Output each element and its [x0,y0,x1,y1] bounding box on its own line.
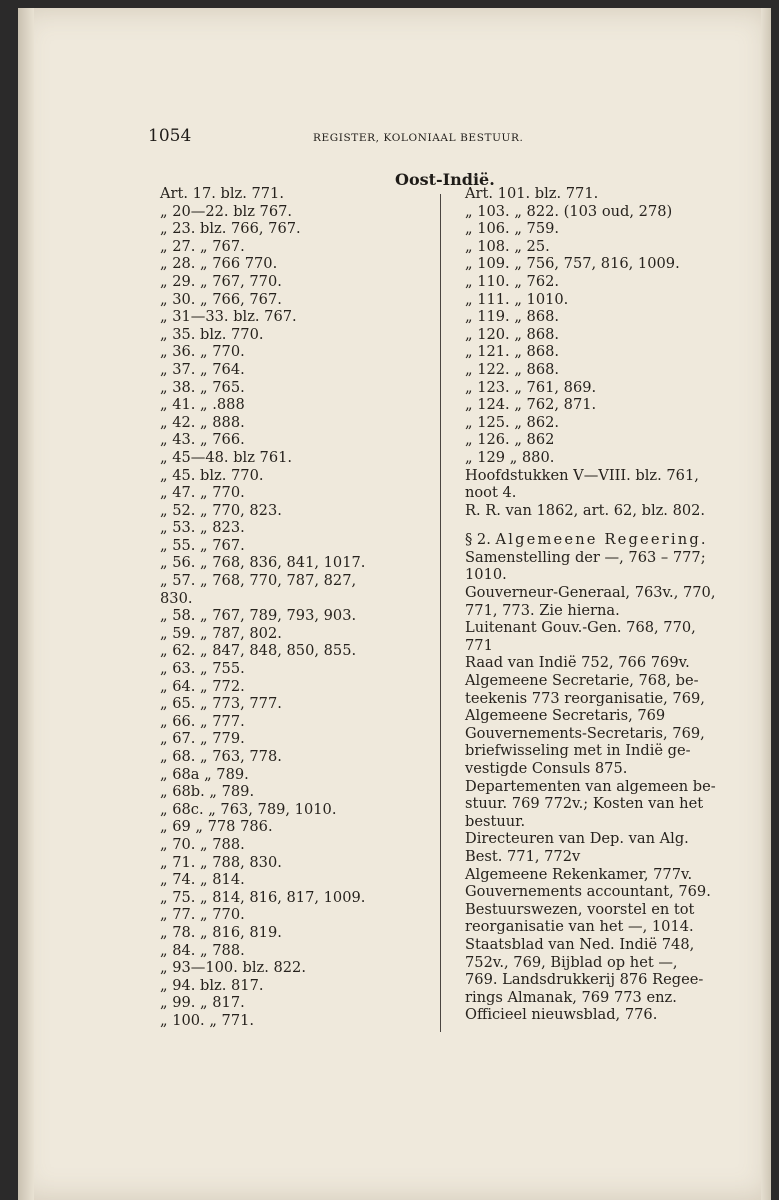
index-entry: „ 68. „ 763, 778. [160,748,282,765]
index-entry: „ 57. „ 768, 770, 787, 827, [160,572,357,590]
index-entry: „ 43. „ 766. [160,431,245,449]
index-entry: „ 38. „ 765. [160,378,245,396]
index-entry: „ 68c. „ 763, 789, 1010. [160,800,337,818]
index-entry: „ 28. „ 766 770. [160,255,278,273]
page-edge [761,8,771,1200]
index-entry: „ 84. „ 788. [160,941,245,959]
section-line: 769. Landsdrukkerij 876 Regee- [465,971,704,989]
index-entry: „ 121. „ 868. [465,343,560,361]
page-gutter [18,8,34,1200]
index-entry: „ 58. „ 767, 789, 793, 903. [160,607,357,625]
section-line: 771 [465,636,493,654]
section-line: rings Almanak, 769 773 enz. [465,988,677,1006]
section-line: Algemeene Rekenkamer, 777v. [465,865,693,883]
index-entry: „ 67. „ 779. [160,730,245,748]
left-column [160,185,440,1030]
index-entry: „ 111. „ 1010. [465,290,569,308]
index-entry: „ 45—48. blz 761. [160,448,293,466]
page-number: 1054 [148,126,192,146]
section-line: reorganisatie van het —, 1014. [465,918,694,936]
index-entry: „ 65. „ 773, 777. [160,695,282,713]
index-entry: „ 103. „ 822. (103 oud, 278) [465,202,673,220]
index-entry: „ 30. „ 766, 767. [160,290,282,308]
index-entry: „ 35. blz. 770. [160,325,264,343]
section-line: Luitenant Gouv.-Gen. 768, 770, [465,619,696,637]
section-number: § 2. [465,531,491,549]
index-entry: „ 66. „ 777. [160,712,245,730]
section-line: Samenstelling der —, 763 – 777; [465,548,706,566]
index-entry: „ 29. „ 767, 770. [160,272,282,290]
notes-list [465,467,720,520]
section-line: Gouverneur-Generaal, 763v., 770, [465,584,716,602]
note-line: Hoofdstukken V—VIII. blz. 761, [465,466,699,484]
index-entry: „ 64. „ 772. [160,677,245,695]
section-line: Gouvernements accountant, 769. [465,883,711,901]
index-entry: „ 93—100. blz. 822. [160,959,306,977]
index-entry: „ 125. „ 862. [465,413,560,431]
index-entry: „ 47. „ 770. [160,484,245,502]
section-line: Gouvernements-Secretaris, 769, [465,724,705,742]
index-entry: „ 123. „ 761, 869. [465,378,597,396]
right-column [465,185,720,1024]
section-line: vestigde Consuls 875. [465,760,628,777]
index-entry: „ 68a „ 789. [160,765,249,783]
spacer [465,519,720,531]
index-entry: „ 36. „ 770. [160,343,245,361]
index-entry: „ 68b. „ 789. [160,783,255,801]
index-entry: „ 74. „ 814. [160,871,245,889]
index-entry: „ 56. „ 768, 836, 841, 1017. [160,554,366,572]
column-divider [440,194,441,1032]
index-entry: „ 69 „ 778 786. [160,818,273,836]
index-entry: „ 62. „ 847, 848, 850, 855. [160,642,357,660]
index-entry: „ 99. „ 817. [160,994,245,1012]
note-line: noot 4. [465,484,517,502]
section-line: Best. 771, 772v [465,847,581,865]
index-entry: „ 70. „ 788. [160,835,245,853]
index-entry: „ 27. „ 767. [160,237,245,255]
section-line: Directeuren van Dep. van Alg. [465,830,689,848]
section-line: Officieel nieuwsblad, 776. [465,1006,658,1024]
index-entry: „ 106. „ 759. [465,220,560,238]
index-entry: „ 78. „ 816, 819. [160,923,282,941]
section-heading-text: Algemeene Regeering. [495,531,708,549]
section-heading [465,531,720,549]
note-line: R. R. van 1862, art. 62, blz. 802. [465,501,706,519]
running-head: REGISTER, KOLONIAAL BESTUUR. [313,132,524,144]
section-line: 752v., 769, Bijblad op het —, [465,953,678,971]
index-entry: „ 45. blz. 770. [160,466,264,484]
section-line: briefwisseling met in Indië ge- [465,742,691,760]
index-entry: „ 75. „ 814, 816, 817, 1009. [160,888,366,906]
section-line: teekenis 773 reorganisatie, 769, [465,689,705,707]
index-entry: „ 71. „ 788, 830. [160,853,282,871]
index-entry: „ 31—33. blz. 767. [160,308,297,326]
section-body [465,549,720,1024]
index-entry: „ 122. „ 868. [465,360,560,378]
index-entry: „ 59. „ 787, 802. [160,624,282,642]
section-line: Algemeene Secretaris, 769 [465,707,666,725]
index-entry: „ 20—22. blz 767. [160,202,293,220]
index-entry: „ 77. „ 770. [160,906,245,924]
index-entry: „ 41. „ .888 [160,396,245,414]
section-line: stuur. 769 772v.; Kosten van het [465,795,704,813]
index-entry: Art. 17. blz. 771. [160,185,284,202]
index-entry: „ 108. „ 25. [465,237,550,255]
index-entry: „ 126. „ 862 [465,431,555,449]
index-entry: „ 23. blz. 766, 767. [160,220,301,238]
index-entry: Art. 101. blz. 771. [465,185,599,202]
section-line: Staatsblad van Ned. Indië 748, [465,935,695,953]
index-entry: „ 124. „ 762, 871. [465,396,597,414]
index-entry: „ 42. „ 888. [160,413,245,431]
section-line: Departementen van algemeen be- [465,777,716,795]
section-line: 771, 773. Zie hierna. [465,601,620,619]
index-entry: „ 119. „ 868. [465,308,560,326]
section-line: Raad van Indië 752, 766 769v. [465,654,690,672]
index-entry: „ 55. „ 767. [160,536,245,554]
section-line: Algemeene Secretarie, 768, be- [465,672,699,690]
index-entry: „ 129 „ 880. [465,448,555,466]
index-entry: „ 94. blz. 817. [160,976,264,994]
section-line: bestuur. [465,812,526,830]
index-entry: „ 37. „ 764. [160,360,245,378]
section-title: Oost-Indië. [395,170,495,189]
index-entry: „ 63. „ 755. [160,660,245,678]
section-line: 1010. [465,566,507,584]
index-entry: „ 53. „ 823. [160,519,245,537]
index-entry: „ 110. „ 762. [465,272,560,290]
index-entry: „ 120. „ 868. [465,325,560,343]
index-entry: „ 109. „ 756, 757, 816, 1009. [465,255,680,273]
index-entry: „ 100. „ 771. [160,1011,255,1029]
article-list [465,185,720,467]
index-entry: „ 52. „ 770, 823. [160,501,282,519]
index-entry: 830. [160,589,193,607]
section-line: Bestuurswezen, voorstel en tot [465,900,695,918]
